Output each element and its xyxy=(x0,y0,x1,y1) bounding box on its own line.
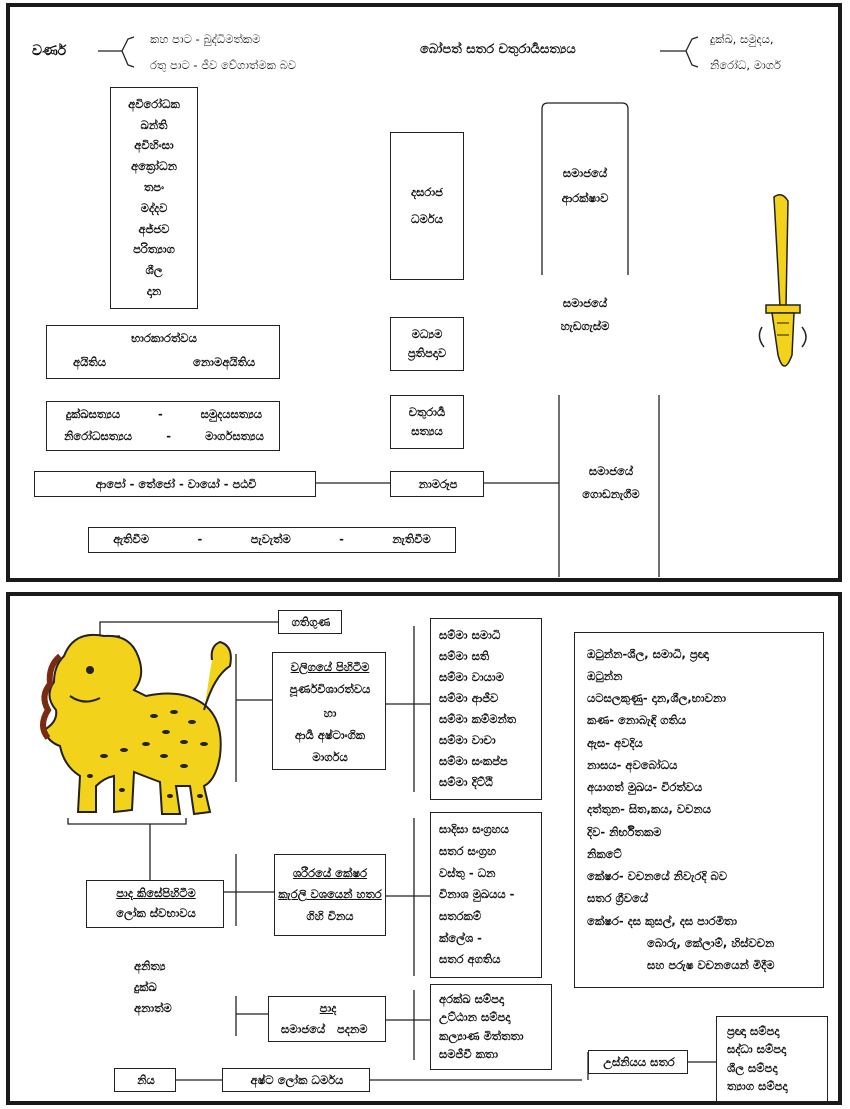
bharakaratvaya-box xyxy=(46,325,280,379)
samaja-godanagima xyxy=(566,465,656,501)
attribute-item: කණ- නොබැඳි ගතිය xyxy=(587,713,687,728)
sangraha-box xyxy=(430,812,542,978)
sharira-box xyxy=(274,854,386,936)
sharira-line: කැරලි වශයෙන් හතර xyxy=(278,887,382,902)
tilakkhana-item: අනාත්ම xyxy=(134,1001,172,1016)
attribute-item: කේෂර- දස කුසල්, දස පාරමිතා xyxy=(587,913,738,928)
dasaraja-item: අජ්ජව xyxy=(138,221,170,236)
attribute-item: නාසය- අවබෝධය xyxy=(587,757,678,772)
sangraha-item: සතර සංග්‍රහ xyxy=(439,843,497,858)
tilakkhana-item: අනිත්‍ය xyxy=(134,959,166,973)
truths-item-2: නිරෝධ, මාර්ග xyxy=(710,58,781,72)
sharira-line: ශරීරයේ කේෂර xyxy=(292,866,368,881)
bottom-panel xyxy=(6,592,842,1105)
elements-box xyxy=(34,471,316,497)
samaja-raksha-line: ආරක්ෂාව xyxy=(561,191,609,206)
dasaraja-item: මද්දව xyxy=(140,200,168,215)
samaja-raksha-line: සමාජයේ xyxy=(562,166,608,180)
dasaraja-item: දාන xyxy=(146,283,162,298)
valigaya-line: හා xyxy=(323,706,337,720)
sangraha-item: විනාශ මුඛයය - xyxy=(439,887,515,902)
cycle-dash: - xyxy=(339,532,344,547)
niya-box xyxy=(114,1068,176,1092)
sampada-item: උට්ඨාන සම්පදා xyxy=(439,1010,511,1025)
eightfold-item: සම්මා වායාම xyxy=(439,669,504,684)
madhyama-text: මධ්‍යම xyxy=(411,326,443,341)
attribute-item: ඔටුන්න xyxy=(587,668,623,683)
sangraha-item: සාදිසා සංග්‍රහය xyxy=(439,822,509,837)
sangraha-item: සතර අගතිය xyxy=(439,952,501,967)
niya-text: නිය xyxy=(137,1073,155,1087)
attribute-item: ඔටුන්න-ශීල, සමාධි, ප්‍රඥා xyxy=(587,646,709,661)
sathya-box xyxy=(46,401,280,451)
paadha-sub: පදනම xyxy=(337,1022,368,1036)
attribute-item: සහ පරුෂ වචනයෙන් මිදීම xyxy=(647,958,775,973)
samaja-raksha xyxy=(550,167,620,205)
sampada2-box xyxy=(716,1016,828,1102)
dasaraja-text: දසරාජ xyxy=(411,184,443,199)
dasaraja-item: ශීල xyxy=(145,263,163,278)
sharira-line: ගිහි විනය xyxy=(306,908,354,923)
attribute-item: ඇස- අවදිය xyxy=(587,735,643,750)
attributes-box xyxy=(574,632,824,988)
ashta-loka-box xyxy=(222,1068,370,1092)
sampada-item: කල්‍යාණ මිත්තතා xyxy=(439,1028,524,1043)
sampada-item: අරක්ඛ සම්පදා xyxy=(439,991,505,1006)
dasaraja-box xyxy=(390,132,464,280)
dasaraja-item: පරිත්‍යාග xyxy=(133,242,175,257)
elements-text: ආපෝ - තේජෝ - වායෝ - පඨවි xyxy=(95,477,257,491)
paadha-sub: සමාජයේ xyxy=(281,1022,326,1036)
attribute-item: අයාගත් මුඛය- විරත්වය xyxy=(587,780,703,795)
cycle-item: පැවැත්ම xyxy=(250,532,291,547)
eightfold-item: සම්මා සමාධි xyxy=(439,627,501,642)
dasaraja-item: අවිරෝධක xyxy=(128,96,180,111)
valigaya-box xyxy=(272,652,386,770)
attribute-item: දිව- නිර්භීතකම xyxy=(587,824,662,839)
paadha-loka-box xyxy=(86,880,224,928)
sangraha-item: ක්ලේශ - xyxy=(439,930,482,945)
tilakkhana-item: දුක්ඛ xyxy=(134,980,157,995)
ashta-loka-text: අෂ්ට ලෝක ධර්මය xyxy=(250,1073,344,1087)
usnhiya-box xyxy=(588,1050,688,1074)
chathurarya-text: චතුරාර්‍ය xyxy=(408,404,446,419)
namarupa-text: නාමරූප xyxy=(418,477,458,491)
cycle-box xyxy=(88,527,456,553)
gunagun-text: ගතිගුණ xyxy=(291,615,331,629)
dasaraja-item: තපං xyxy=(143,179,165,194)
sathya-item: නිරෝධසත්‍යය xyxy=(64,429,133,443)
lion-icon xyxy=(34,626,234,821)
madhyama-box xyxy=(390,317,464,371)
cycle-item: නැතිවීම xyxy=(392,532,431,547)
sampada2-item: ශීල සම්පදා xyxy=(727,1060,778,1075)
cycle-item: ඇතිවීම xyxy=(113,532,150,547)
valigaya-line: මාර්ගය xyxy=(312,750,348,764)
truths-title: බෝපත් සතර චතුරාර්‍යසත්‍යය xyxy=(420,42,576,57)
dasaraja-list-box xyxy=(110,87,198,309)
sathya-item: දුක්ඛසත්‍යය xyxy=(65,407,121,421)
sampada2-item: ත්‍යාග සම්පදා xyxy=(727,1079,788,1094)
samaja-hadagasma-line: හැඩගැස්ම xyxy=(560,319,610,334)
sathya-item: සමුදයසත්‍යය xyxy=(200,407,263,421)
samaja-hadagasma xyxy=(550,297,620,333)
paadha-line2: ලෝක ස්වභාවය xyxy=(116,906,196,920)
valigaya-line: පූර්ණවිශාරත්වය xyxy=(289,682,371,696)
eightfold-item: සම්මා සති xyxy=(439,648,490,663)
eightfold-item: සම්මා වාචා xyxy=(439,732,496,747)
madhyama-text: ප්‍රතිපදාව xyxy=(407,346,447,360)
top-panel xyxy=(6,3,842,582)
sangraha-item: වස්තු - ධන xyxy=(439,865,496,880)
varna-item-red: රතු පාට - ජීව වේගාත්මක බව xyxy=(150,58,297,72)
eightfold-box xyxy=(430,618,542,800)
attribute-item: කේෂර- වචනයේ නිවැරදි බව xyxy=(587,869,728,884)
attribute-item: බොරු, කේලාම්, හිස්වචන xyxy=(647,935,775,950)
eightfold-item: සම්මා ආජීව xyxy=(439,690,499,705)
paadha-box xyxy=(268,996,386,1042)
sathya-dash: - xyxy=(166,429,171,443)
sampada2-item: ප්‍රඥා සම්පදා xyxy=(727,1023,780,1038)
attribute-item: යටසලකුණු- දාන,ශීල,භාවනා xyxy=(587,691,727,706)
samaja-godanagima-line: සමාජයේ xyxy=(588,464,634,478)
sampada-box xyxy=(430,984,552,1070)
ayithiya: අයිතිය xyxy=(73,355,106,369)
sathya-dash: - xyxy=(157,407,163,421)
attribute-item: සතර ග්‍රීවයේ xyxy=(587,891,649,906)
gunagun-box xyxy=(278,610,342,634)
dasaraja-item: අවිහිංසා xyxy=(134,138,174,153)
sampada-item: සමජීවී කතා xyxy=(439,1047,499,1062)
attribute-item: නිකටේ xyxy=(587,846,622,861)
sampada2-item: සද්ධා සම්පදා xyxy=(727,1042,787,1057)
dasaraja-item: අක්‍රෝධන xyxy=(131,159,177,174)
dasaraja-text: ධර්මය xyxy=(410,212,443,226)
paadha-title: පාද xyxy=(319,1001,337,1015)
nomaayithiya: නොමඅයිතිය xyxy=(193,355,256,369)
sathya-item: මාර්ගසත්‍යය xyxy=(205,429,264,443)
eightfold-item: සම්මා සංකප්ප xyxy=(439,753,508,768)
usnhiya-text: උස්නියය සතර xyxy=(603,1055,675,1069)
paadha-line1: පාද කිසේපිහිටීම xyxy=(116,886,196,900)
tilakkhana xyxy=(134,960,172,1016)
sangraha-item: සතරකම් xyxy=(439,909,482,924)
samaja-godanagima-line: ගොඩනැගීම xyxy=(582,487,640,502)
valigaya-title: වලිගයේ පිහිටීම xyxy=(290,660,370,674)
sword-icon xyxy=(744,187,808,387)
varna-item-yellow: කහ පාට - බුද්ධිමත්කම xyxy=(150,32,261,46)
attribute-item: දත්තුන- සිත,කය, වචනය xyxy=(587,802,711,817)
namarupa-box xyxy=(390,471,484,497)
cycle-dash: - xyxy=(197,532,203,547)
samaja-hadagasma-line: සමාජයේ xyxy=(562,296,608,310)
eightfold-item: සම්මා දිට්ඨි xyxy=(439,774,493,789)
eightfold-item: සම්මා කම්මන්ත xyxy=(439,711,517,726)
valigaya-line: ආර්‍ය අෂ්ටාංගික xyxy=(294,728,366,742)
bharakaratvaya: භාරකාරත්වය xyxy=(131,331,197,345)
dasaraja-item: ඛන්ති xyxy=(140,117,168,132)
varna-label: වර්ණ xyxy=(32,43,67,59)
truths-item-1: දුක්ඛ, සමුදය, xyxy=(710,32,774,46)
chathurarya-text: සත්‍යය xyxy=(411,424,443,438)
chathurarya-box xyxy=(390,395,464,449)
